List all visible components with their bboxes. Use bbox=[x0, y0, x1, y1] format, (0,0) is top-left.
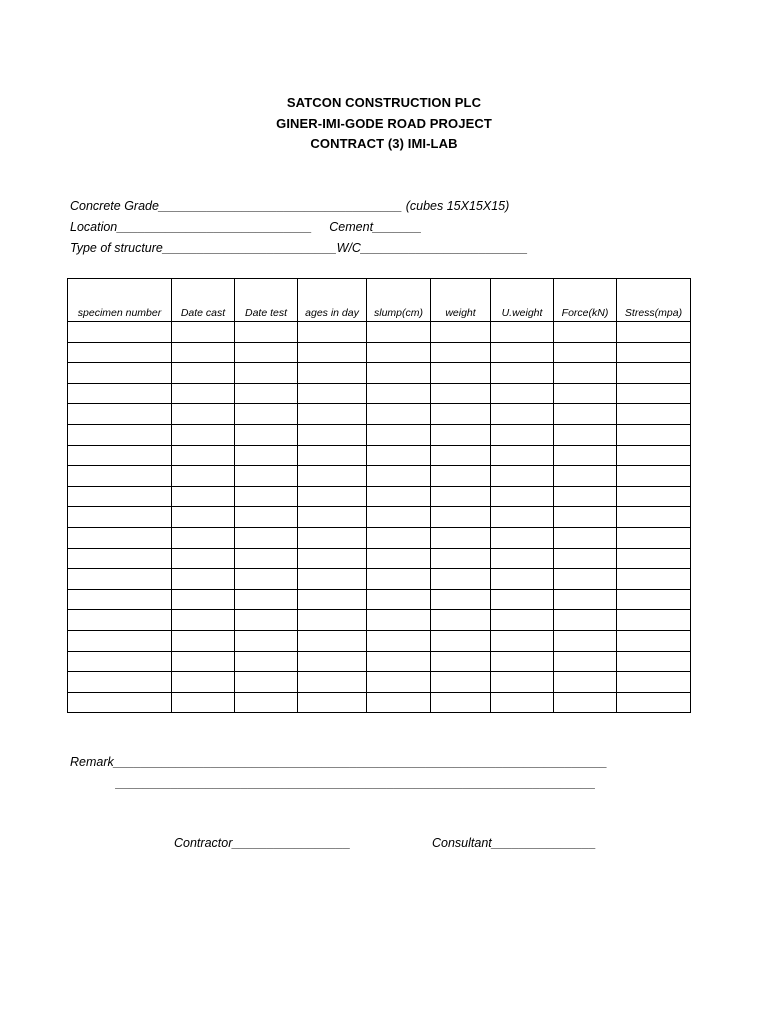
table-cell[interactable] bbox=[491, 569, 554, 590]
table-cell[interactable] bbox=[298, 507, 367, 528]
table-cell[interactable] bbox=[367, 507, 431, 528]
table-cell[interactable] bbox=[367, 589, 431, 610]
table-cell[interactable] bbox=[68, 610, 172, 631]
table-cell[interactable] bbox=[554, 424, 617, 445]
table-cell[interactable] bbox=[491, 424, 554, 445]
table-cell[interactable] bbox=[431, 651, 491, 672]
table-cell[interactable] bbox=[491, 651, 554, 672]
consultant-signature[interactable]: Consultant_______________ bbox=[432, 836, 597, 850]
table-cell[interactable] bbox=[68, 651, 172, 672]
table-cell[interactable] bbox=[554, 322, 617, 343]
table-cell[interactable] bbox=[554, 507, 617, 528]
project-name: GINER-IMI-GODE ROAD PROJECT bbox=[276, 115, 492, 131]
table-cell[interactable] bbox=[68, 569, 172, 590]
table-cell[interactable] bbox=[235, 424, 298, 445]
table-cell[interactable] bbox=[491, 630, 554, 651]
column-header: Date cast bbox=[172, 279, 235, 322]
table-row bbox=[68, 322, 691, 343]
table-cell[interactable] bbox=[235, 630, 298, 651]
table-cell[interactable] bbox=[235, 342, 298, 363]
table-cell[interactable] bbox=[491, 527, 554, 548]
table-cell[interactable] bbox=[172, 342, 235, 363]
table-cell[interactable] bbox=[172, 610, 235, 631]
column-header: weight bbox=[431, 279, 491, 322]
table-cell[interactable] bbox=[235, 322, 298, 343]
column-header: Force(kN) bbox=[554, 279, 617, 322]
table-header-row bbox=[68, 279, 691, 322]
table-cell[interactable] bbox=[431, 486, 491, 507]
table-cell[interactable] bbox=[172, 383, 235, 404]
table-row bbox=[68, 610, 691, 631]
table-cell[interactable] bbox=[68, 692, 172, 713]
table-cell[interactable] bbox=[431, 424, 491, 445]
table-cell[interactable] bbox=[554, 383, 617, 404]
table-row bbox=[68, 342, 691, 363]
test-results-table bbox=[67, 278, 691, 713]
table-cell[interactable] bbox=[172, 548, 235, 569]
table-row bbox=[68, 507, 691, 528]
table-cell[interactable] bbox=[367, 424, 431, 445]
table-cell[interactable] bbox=[172, 507, 235, 528]
table-row bbox=[68, 651, 691, 672]
table-row bbox=[68, 527, 691, 548]
table-cell[interactable] bbox=[554, 610, 617, 631]
table-row bbox=[68, 692, 691, 713]
table-cell[interactable] bbox=[68, 507, 172, 528]
table-cell[interactable] bbox=[431, 466, 491, 487]
concrete-grade-field[interactable]: Concrete Grade___________________________________ (cubes 15X15X15) bbox=[70, 199, 510, 213]
table-cell[interactable] bbox=[431, 404, 491, 425]
table-cell[interactable] bbox=[367, 363, 431, 384]
table-cell[interactable] bbox=[68, 445, 172, 466]
table-cell[interactable] bbox=[172, 466, 235, 487]
table-cell[interactable] bbox=[617, 527, 691, 548]
column-header: ages in day bbox=[298, 279, 367, 322]
table-cell[interactable] bbox=[367, 404, 431, 425]
table-cell[interactable] bbox=[172, 630, 235, 651]
form-header bbox=[0, 93, 768, 155]
table-cell[interactable] bbox=[367, 527, 431, 548]
table-cell[interactable] bbox=[68, 342, 172, 363]
table-cell[interactable] bbox=[554, 445, 617, 466]
table-row bbox=[68, 569, 691, 590]
table-cell[interactable] bbox=[68, 486, 172, 507]
table-cell[interactable] bbox=[68, 404, 172, 425]
table-cell[interactable] bbox=[367, 692, 431, 713]
table-cell[interactable] bbox=[367, 630, 431, 651]
table-cell[interactable] bbox=[172, 363, 235, 384]
table-row bbox=[68, 424, 691, 445]
table-row bbox=[68, 630, 691, 651]
table-cell[interactable] bbox=[298, 363, 367, 384]
table-cell[interactable] bbox=[298, 383, 367, 404]
table-cell[interactable] bbox=[617, 692, 691, 713]
table-cell[interactable] bbox=[431, 445, 491, 466]
table-cell[interactable] bbox=[172, 424, 235, 445]
table-cell[interactable] bbox=[235, 548, 298, 569]
table-cell[interactable] bbox=[367, 651, 431, 672]
table-cell[interactable] bbox=[235, 383, 298, 404]
table-cell[interactable] bbox=[491, 383, 554, 404]
contract-name: CONTRACT (3) IMI-LAB bbox=[310, 136, 458, 151]
table-cell[interactable] bbox=[235, 363, 298, 384]
structure-wc-field[interactable]: Type of structure_________________________W/C________________________ bbox=[70, 241, 528, 255]
table-cell[interactable] bbox=[431, 630, 491, 651]
table-row bbox=[68, 672, 691, 693]
table-cell[interactable] bbox=[298, 692, 367, 713]
table-cell[interactable] bbox=[431, 589, 491, 610]
table-cell[interactable] bbox=[554, 404, 617, 425]
table-cell[interactable] bbox=[554, 692, 617, 713]
table-cell[interactable] bbox=[298, 569, 367, 590]
table-cell[interactable] bbox=[367, 445, 431, 466]
table-cell[interactable] bbox=[431, 342, 491, 363]
table-cell[interactable] bbox=[172, 404, 235, 425]
remark-line[interactable]: Remark_______________________________________________________________________ bbox=[70, 755, 608, 769]
table-cell[interactable] bbox=[235, 692, 298, 713]
table-cell[interactable] bbox=[617, 651, 691, 672]
table-cell[interactable] bbox=[298, 527, 367, 548]
table-cell[interactable] bbox=[554, 363, 617, 384]
table-cell[interactable] bbox=[298, 466, 367, 487]
table-cell[interactable] bbox=[68, 630, 172, 651]
table-cell[interactable] bbox=[491, 548, 554, 569]
table-cell[interactable] bbox=[617, 548, 691, 569]
table-cell[interactable] bbox=[431, 507, 491, 528]
table-cell[interactable] bbox=[554, 548, 617, 569]
table-cell[interactable] bbox=[298, 424, 367, 445]
table-cell[interactable] bbox=[235, 445, 298, 466]
column-header: Date test bbox=[235, 279, 298, 322]
table-row bbox=[68, 486, 691, 507]
table-cell[interactable] bbox=[367, 322, 431, 343]
table-cell[interactable] bbox=[491, 363, 554, 384]
table-cell[interactable] bbox=[235, 486, 298, 507]
table-cell[interactable] bbox=[235, 569, 298, 590]
table-row bbox=[68, 589, 691, 610]
table-cell[interactable] bbox=[491, 404, 554, 425]
table-cell[interactable] bbox=[554, 589, 617, 610]
table-cell[interactable] bbox=[367, 342, 431, 363]
table-cell[interactable] bbox=[617, 383, 691, 404]
table-cell[interactable] bbox=[172, 445, 235, 466]
table-cell[interactable] bbox=[235, 507, 298, 528]
table-cell[interactable] bbox=[367, 672, 431, 693]
table-cell[interactable] bbox=[431, 363, 491, 384]
table-cell[interactable] bbox=[491, 322, 554, 343]
table-cell[interactable] bbox=[554, 486, 617, 507]
remark-line-continued[interactable]: _____________________________________________________________________ bbox=[116, 776, 596, 790]
table-cell[interactable] bbox=[68, 424, 172, 445]
table-cell[interactable] bbox=[298, 589, 367, 610]
table-cell[interactable] bbox=[298, 651, 367, 672]
table-cell[interactable] bbox=[617, 486, 691, 507]
table-cell[interactable] bbox=[172, 651, 235, 672]
table-cell[interactable] bbox=[431, 672, 491, 693]
table-cell[interactable] bbox=[68, 589, 172, 610]
table-cell[interactable] bbox=[367, 569, 431, 590]
table-cell[interactable] bbox=[68, 527, 172, 548]
table-cell[interactable] bbox=[617, 322, 691, 343]
column-header: Stress(mpa) bbox=[617, 279, 691, 322]
table-cell[interactable] bbox=[491, 589, 554, 610]
table-cell[interactable] bbox=[235, 672, 298, 693]
table-cell[interactable] bbox=[367, 383, 431, 404]
table-cell[interactable] bbox=[617, 672, 691, 693]
table-cell[interactable] bbox=[298, 610, 367, 631]
table-row bbox=[68, 383, 691, 404]
table-cell[interactable] bbox=[617, 342, 691, 363]
table-cell[interactable] bbox=[367, 548, 431, 569]
table-row bbox=[68, 404, 691, 425]
table-cell[interactable] bbox=[554, 527, 617, 548]
table-cell[interactable] bbox=[172, 486, 235, 507]
table-cell[interactable] bbox=[431, 322, 491, 343]
table-cell[interactable] bbox=[172, 692, 235, 713]
table-cell[interactable] bbox=[235, 527, 298, 548]
table-cell[interactable] bbox=[431, 527, 491, 548]
table-cell[interactable] bbox=[172, 527, 235, 548]
table-cell[interactable] bbox=[491, 692, 554, 713]
table-cell[interactable] bbox=[68, 383, 172, 404]
table-cell[interactable] bbox=[298, 548, 367, 569]
table-cell[interactable] bbox=[298, 404, 367, 425]
table-cell[interactable] bbox=[298, 486, 367, 507]
table-cell[interactable] bbox=[617, 507, 691, 528]
table-cell[interactable] bbox=[172, 672, 235, 693]
column-header: slump(cm) bbox=[367, 279, 431, 322]
table-cell[interactable] bbox=[617, 630, 691, 651]
table-cell[interactable] bbox=[554, 672, 617, 693]
table-cell[interactable] bbox=[491, 445, 554, 466]
table-cell[interactable] bbox=[235, 404, 298, 425]
table-cell[interactable] bbox=[491, 486, 554, 507]
table-row bbox=[68, 445, 691, 466]
table-row bbox=[68, 363, 691, 384]
table-cell[interactable] bbox=[617, 445, 691, 466]
table-cell[interactable] bbox=[298, 342, 367, 363]
table-cell[interactable] bbox=[68, 363, 172, 384]
column-header: U.weight bbox=[491, 279, 554, 322]
table-cell[interactable] bbox=[617, 424, 691, 445]
table-cell[interactable] bbox=[491, 507, 554, 528]
table-cell[interactable] bbox=[491, 466, 554, 487]
table-cell[interactable] bbox=[298, 322, 367, 343]
table-cell[interactable] bbox=[367, 610, 431, 631]
table-cell[interactable] bbox=[235, 610, 298, 631]
table-cell[interactable] bbox=[617, 466, 691, 487]
table-cell[interactable] bbox=[235, 589, 298, 610]
location-cement-field[interactable]: Location____________________________ Cement_______ bbox=[70, 220, 422, 234]
table-cell[interactable] bbox=[554, 630, 617, 651]
table-cell[interactable] bbox=[617, 363, 691, 384]
table-cell[interactable] bbox=[431, 383, 491, 404]
table-cell[interactable] bbox=[491, 610, 554, 631]
table-cell[interactable] bbox=[298, 630, 367, 651]
table-cell[interactable] bbox=[298, 672, 367, 693]
column-header: specimen number bbox=[68, 279, 172, 322]
table-cell[interactable] bbox=[68, 466, 172, 487]
table-cell[interactable] bbox=[172, 569, 235, 590]
table-cell[interactable] bbox=[554, 651, 617, 672]
table-cell[interactable] bbox=[617, 610, 691, 631]
table-row bbox=[68, 548, 691, 569]
table-cell[interactable] bbox=[431, 548, 491, 569]
table-cell[interactable] bbox=[617, 569, 691, 590]
table-cell[interactable] bbox=[554, 342, 617, 363]
table-cell[interactable] bbox=[68, 322, 172, 343]
table-cell[interactable] bbox=[554, 569, 617, 590]
table-cell[interactable] bbox=[172, 322, 235, 343]
table-cell[interactable] bbox=[235, 651, 298, 672]
company-name: SATCON CONSTRUCTION PLC bbox=[286, 95, 482, 110]
table-cell[interactable] bbox=[617, 589, 691, 610]
table-cell[interactable] bbox=[431, 610, 491, 631]
table-row bbox=[68, 466, 691, 487]
table-cell[interactable] bbox=[491, 672, 554, 693]
table-cell[interactable] bbox=[172, 589, 235, 610]
table-cell[interactable] bbox=[235, 466, 298, 487]
table-cell[interactable] bbox=[617, 404, 691, 425]
table-cell[interactable] bbox=[367, 466, 431, 487]
table-cell[interactable] bbox=[431, 569, 491, 590]
table-cell[interactable] bbox=[68, 672, 172, 693]
table-cell[interactable] bbox=[298, 445, 367, 466]
table-cell[interactable] bbox=[68, 548, 172, 569]
table-cell[interactable] bbox=[431, 692, 491, 713]
table-cell[interactable] bbox=[491, 342, 554, 363]
contractor-signature[interactable]: Contractor_________________ bbox=[174, 836, 351, 850]
table-cell[interactable] bbox=[554, 466, 617, 487]
table-cell[interactable] bbox=[367, 486, 431, 507]
